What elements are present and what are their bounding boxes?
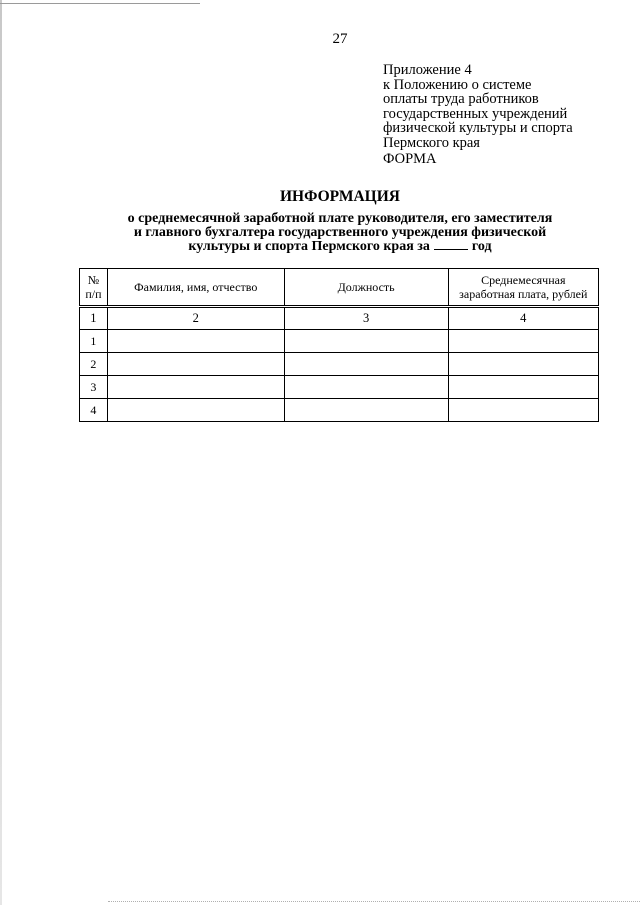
appendix-line: государственных учреждений [383, 105, 568, 122]
column-index-row [80, 307, 599, 330]
appendix-line: физической культуры и спорта [383, 120, 573, 136]
salary-info-table [79, 268, 599, 422]
table-row [80, 353, 599, 376]
subtitle-line: и главного бухгалтера государственного учреждения физической [133, 224, 547, 240]
salary-cell[interactable] [448, 399, 598, 422]
name-cell[interactable] [107, 353, 284, 376]
row-number: 1 [80, 330, 108, 353]
row-number: 3 [80, 376, 108, 399]
position-cell[interactable] [284, 330, 448, 353]
header-position: Должность [284, 269, 448, 307]
header-name: Фамилия, имя, отчество [107, 269, 284, 307]
name-cell[interactable] [107, 376, 284, 399]
column-index: 3 [284, 307, 448, 330]
table-row [80, 399, 599, 422]
table-row [80, 376, 599, 399]
salary-cell[interactable] [448, 376, 598, 399]
salary-cell[interactable] [448, 353, 598, 376]
appendix-line: Приложение 4 [383, 62, 472, 78]
subtitle-line-start: культуры и спорта Пермского края за [188, 239, 430, 254]
document-subtitle [0, 212, 640, 254]
salary-cell[interactable] [448, 330, 598, 353]
scan-edge-top [0, 3, 200, 4]
appendix-line: оплаты труда работников [383, 91, 539, 107]
header-num [80, 269, 108, 307]
scan-edge-bottom [108, 901, 640, 903]
year-blank-field[interactable] [434, 239, 468, 250]
name-cell[interactable] [107, 330, 284, 353]
header-salary-line1: Среднемесячная [481, 273, 566, 287]
column-index: 1 [80, 307, 108, 330]
column-index: 2 [107, 307, 284, 330]
subtitle-line-end: год [471, 239, 492, 254]
scan-edge-left [0, 0, 2, 905]
position-cell[interactable] [284, 376, 448, 399]
appendix-line: Пермского края [383, 134, 480, 151]
position-cell[interactable] [284, 353, 448, 376]
position-cell[interactable] [284, 399, 448, 422]
table-row [80, 330, 599, 353]
appendix-block [383, 63, 623, 150]
document-title: ИНФОРМАЦИЯ [280, 188, 400, 205]
appendix-line: к Положению о системе [383, 76, 532, 93]
header-num-line1: № [87, 273, 100, 287]
row-number: 4 [80, 399, 108, 422]
table-header-row [80, 269, 599, 307]
subtitle-line [0, 239, 640, 254]
header-num-line2: п/п [85, 287, 102, 301]
form-label: ФОРМА [383, 151, 437, 167]
header-salary [448, 269, 598, 307]
column-index: 4 [448, 307, 598, 330]
header-salary-line2: заработная плата, рублей [459, 287, 588, 301]
page-number: 27 [332, 31, 348, 47]
row-number: 2 [80, 353, 108, 376]
name-cell[interactable] [107, 399, 284, 422]
subtitle-line: о среднемесячной заработной плате руководителя, его заместителя [127, 211, 553, 226]
